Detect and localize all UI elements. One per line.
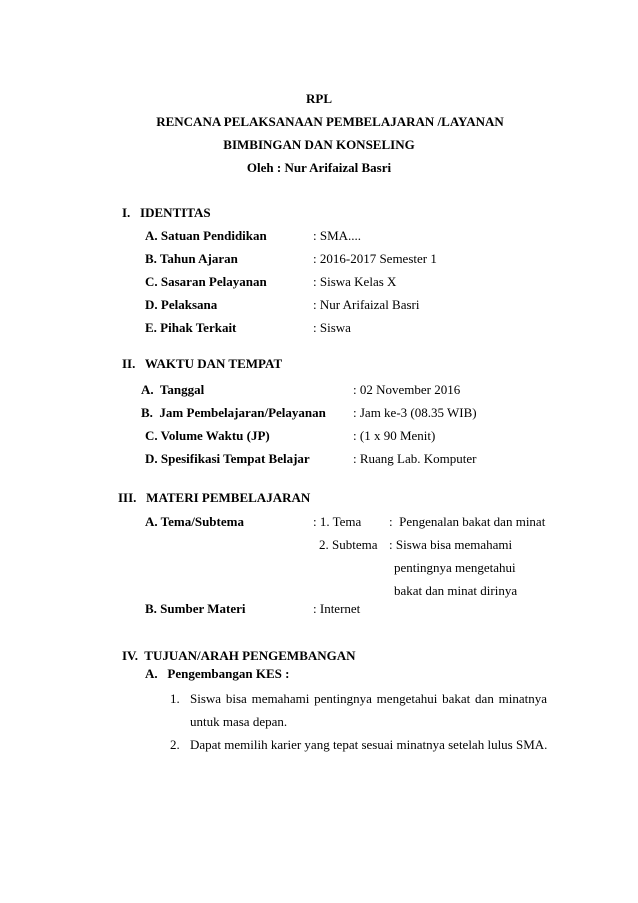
identitas-value-e: : Siswa bbox=[313, 320, 351, 335]
tujuan-item1-line2: untuk masa depan. bbox=[190, 714, 288, 729]
doc-short-title: RPL bbox=[306, 91, 332, 106]
sumber-value: : Internet bbox=[313, 601, 361, 616]
doc-title-line2: BIMBINGAN DAN KONSELING bbox=[223, 137, 415, 152]
identitas-label-c: C. Sasaran Pelayanan bbox=[145, 274, 267, 289]
section4-subheading: A. Pengembangan KES : bbox=[145, 666, 290, 681]
waktu-value-c: : (1 x 90 Menit) bbox=[353, 428, 436, 443]
identitas-value-c: : Siswa Kelas X bbox=[313, 274, 397, 289]
identitas-label-e: E. Pihak Terkait bbox=[145, 320, 237, 335]
waktu-value-a: : 02 November 2016 bbox=[353, 382, 461, 397]
waktu-label-c: C. Volume Waktu (JP) bbox=[145, 428, 270, 443]
section2-heading: II. WAKTU DAN TEMPAT bbox=[122, 356, 283, 371]
doc-author: Oleh : Nur Arifaizal Basri bbox=[246, 160, 392, 175]
tema-2: 2. Subtema bbox=[319, 537, 378, 552]
waktu-value-d: : Ruang Lab. Komputer bbox=[353, 451, 477, 466]
tujuan-item2-line1: Dapat memilih karier yang tepat sesuai minatnya setelah lulus SMA. bbox=[190, 737, 548, 752]
section4-heading: IV. TUJUAN/ARAH PENGEMBANGAN bbox=[122, 648, 356, 663]
section1-heading: I. IDENTITAS bbox=[122, 205, 211, 220]
tema-2-value: : Siswa bisa memahami bbox=[389, 537, 513, 552]
tujuan-item1-number: 1. bbox=[170, 691, 180, 706]
identitas-value-d: : Nur Arifaizal Basri bbox=[313, 297, 420, 312]
tema-1: : 1. Tema bbox=[313, 514, 362, 529]
identitas-value-b: : 2016-2017 Semester 1 bbox=[313, 251, 437, 266]
waktu-label-d: D. Spesifikasi Tempat Belajar bbox=[145, 451, 310, 466]
identitas-label-b: B. Tahun Ajaran bbox=[145, 251, 238, 266]
identitas-label-d: D. Pelaksana bbox=[145, 297, 218, 312]
tema-2-cont2: bakat dan minat dirinya bbox=[394, 583, 518, 598]
waktu-label-a: A. Tanggal bbox=[141, 382, 205, 397]
sumber-label: B. Sumber Materi bbox=[145, 601, 246, 616]
identitas-value-a: : SMA.... bbox=[313, 228, 362, 243]
tema-2-cont1: pentingnya mengetahui bbox=[394, 560, 516, 575]
tema-label: A. Tema/Subtema bbox=[145, 514, 244, 529]
identitas-label-a: A. Satuan Pendidikan bbox=[145, 228, 267, 243]
tujuan-item2-number: 2. bbox=[170, 737, 180, 752]
doc-title-line1: RENCANA PELAKSANAAN PEMBELAJARAN /LAYANAN bbox=[156, 114, 504, 129]
tema-1-value: : Pengenalan bakat dan minat bbox=[389, 514, 546, 529]
tujuan-item1-line1: Siswa bisa memahami pentingnya mengetahui bakat dan minatnya bbox=[190, 691, 547, 706]
section3-heading: III. MATERI PEMBELAJARAN bbox=[118, 490, 311, 505]
waktu-value-b: : Jam ke-3 (08.35 WIB) bbox=[353, 405, 477, 420]
waktu-label-b: B. Jam Pembelajaran/Pelayanan bbox=[141, 405, 326, 420]
